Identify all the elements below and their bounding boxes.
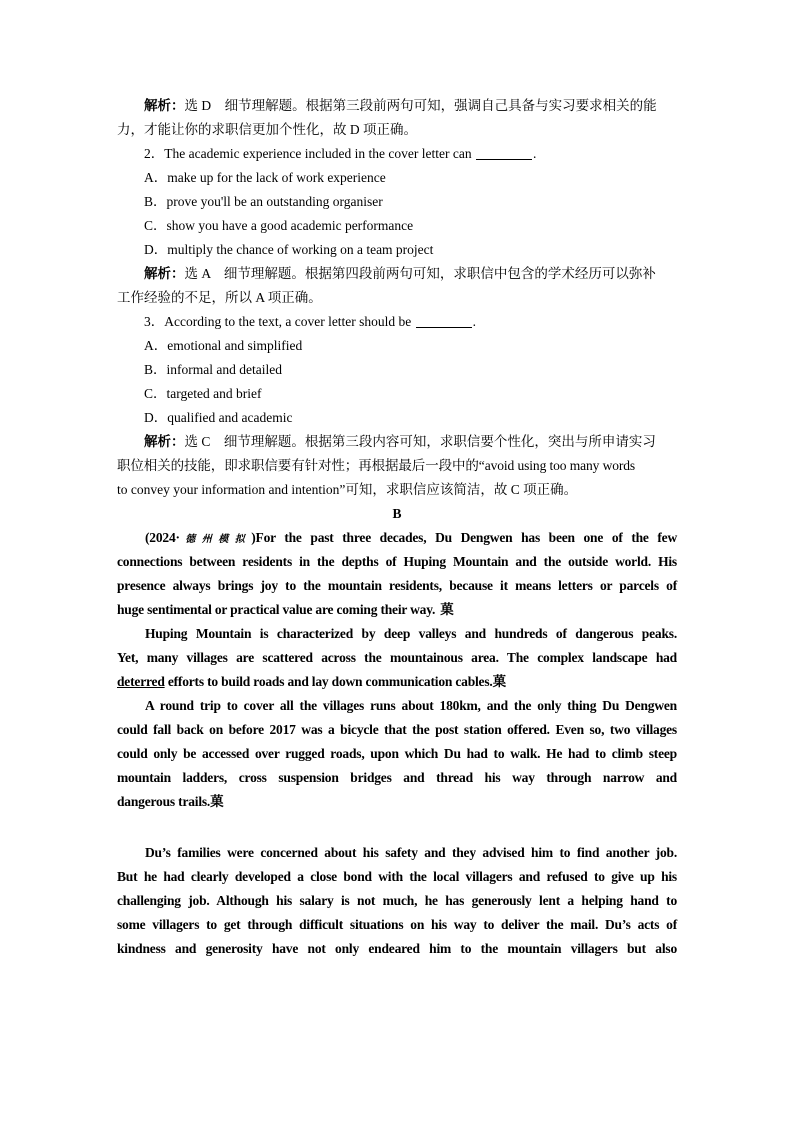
paragraph-mark: 菓 xyxy=(440,602,454,617)
q2-analysis-line1 xyxy=(117,262,677,286)
q3-analysis-line1 xyxy=(117,430,677,454)
source-year: (2024· xyxy=(145,530,180,545)
answer-blank xyxy=(476,145,532,160)
passage-paragraph-3 xyxy=(117,694,677,814)
passage-line: could fall back on before 2017 was a bicycle that the post station offered. Even so, two villages xyxy=(117,722,677,737)
paragraph-gap xyxy=(117,814,677,841)
passage-text: For the past three decades, Du Dengwen has been one of the few xyxy=(255,530,678,545)
section-heading: B xyxy=(392,506,402,521)
passage-line xyxy=(117,790,677,814)
q3-stem-end: . xyxy=(472,314,477,329)
q1-analysis-line1 xyxy=(117,94,677,118)
passage-text: dangerous trails. xyxy=(117,794,211,809)
source-close: ) xyxy=(251,530,256,545)
passage-line: mountain ladders, cross suspension bridges and thread his way through narrow and xyxy=(117,770,677,785)
analysis-text: 选 A 细节理解题。根据第四段前两句可知，求职信中包含的学术经历可以弥补 xyxy=(184,266,656,281)
q1-analysis-line2: 力，才能让你的求职信更加个性化，故 D 项正确。 xyxy=(117,122,417,137)
passage-line: A round trip to cover all the villages runs about 180km, and the only thing Du Dengwen xyxy=(145,698,677,713)
passage-paragraph-1 xyxy=(117,526,677,622)
passage-paragraph-2 xyxy=(117,622,677,694)
q3-stem xyxy=(117,310,677,334)
q3-analysis-line2: 职位相关的技能，即求职信要有针对性；再根据最后一段中的“avoid using too many words xyxy=(117,458,636,473)
paragraph-mark: 菓 xyxy=(492,674,506,689)
q2-option-d: D．multiply the chance of working on a team project xyxy=(144,242,434,257)
passage-line: Du’s families were concerned about his safety and they advised him to find another job. xyxy=(145,845,677,860)
q2-stem xyxy=(117,142,677,166)
q3-option-d: D．qualified and academic xyxy=(144,410,293,425)
q2-analysis-line2: 工作经验的不足，所以 A 项正确。 xyxy=(117,290,322,305)
q2-option-a: A．make up for the lack of work experience xyxy=(144,170,386,185)
passage-line: Yet, many villages are scattered across the mountainous area. The complex landscape had xyxy=(117,650,677,665)
passage-text: huge sentimental or practical value are coming their way. xyxy=(117,602,441,617)
source-place: 德州模拟 xyxy=(179,534,252,545)
passage-line: kindness and generosity have not only endeared him to the mountain villagers but also xyxy=(117,941,677,956)
passage-line: Huping Mountain is characterized by deep valleys and hundreds of dangerous peaks. xyxy=(145,626,677,641)
passage-text: efforts to build roads and lay down communication cables. xyxy=(164,674,493,689)
analysis-text: 选 D 细节理解题。根据第三段前两句可知，强调自己具备与实习要求相关的能 xyxy=(184,98,657,113)
answer-blank xyxy=(416,313,472,328)
analysis-label: 解析： xyxy=(144,434,185,449)
document-content xyxy=(117,94,677,961)
q2-option-b: B．prove you'll be an outstanding organiser xyxy=(144,194,383,209)
q3-analysis-line3: to convey your information and intention”可知，求职信应该简洁，故 C 项正确。 xyxy=(117,482,578,497)
passage-line: challenging job. Although his salary is not much, he has generously lent a helping hand to xyxy=(117,893,677,908)
q3-option-b: B．informal and detailed xyxy=(144,362,282,377)
paragraph-mark: 菓 xyxy=(210,794,224,809)
passage-line xyxy=(117,598,677,622)
passage-line: But he had clearly developed a close bond with the local villagers and refused to give up his xyxy=(117,869,677,884)
q2-option-c: C．show you have a good academic performance xyxy=(144,218,414,233)
q3-option-a: A．emotional and simplified xyxy=(144,338,303,353)
passage-line xyxy=(117,526,677,550)
passage-line: could only be accessed over rugged roads, upon which Du had to walk. He had to climb steep xyxy=(117,746,677,761)
q3-option-c: C．targeted and brief xyxy=(144,386,262,401)
analysis-text: 选 C 细节理解题。根据第三段内容可知，求职信要个性化，突出与所申请实习 xyxy=(184,434,656,449)
passage-line: presence always brings joy to the mountain residents, because it means letters or parcels of xyxy=(117,578,677,593)
analysis-label: 解析： xyxy=(144,98,185,113)
passage-line: connections between residents in the depths of Huping Mountain and the outside world. His xyxy=(117,554,677,569)
passage-line xyxy=(117,670,677,694)
q2-stem-end: . xyxy=(532,146,537,161)
passage-paragraph-4 xyxy=(117,841,677,961)
underlined-word: deterred xyxy=(117,674,165,689)
passage-line: some villagers to get through difficult situations on his way to deliver the mail. Du’s acts of xyxy=(117,917,677,932)
analysis-label: 解析： xyxy=(144,266,185,281)
q2-stem-text: 2．The academic experience included in the cover letter can xyxy=(144,146,475,161)
q3-stem-text: 3．According to the text, a cover letter should be xyxy=(144,314,415,329)
